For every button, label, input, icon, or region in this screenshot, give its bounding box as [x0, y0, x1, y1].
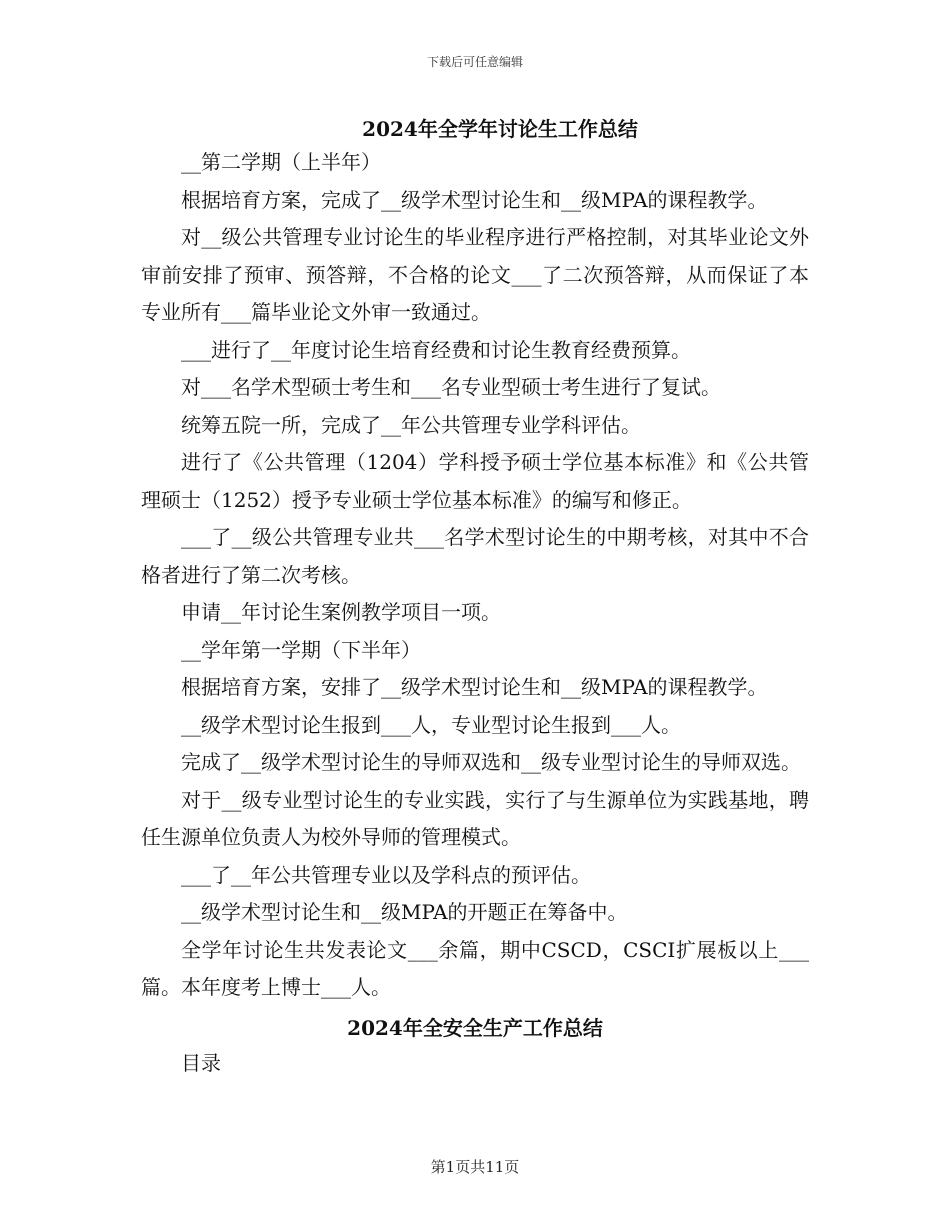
paragraph: __学年第一学期（下半年） [181, 637, 421, 662]
paragraph: 申请__年讨论生案例教学项目一项。 [181, 600, 501, 624]
paragraph: __第二学期（上半年） [181, 150, 381, 174]
paragraph: 完成了__级学术型讨论生的导师双选和__级专业型讨论生的导师双选。 [181, 750, 801, 774]
page-number: 第1页共11页 [430, 1158, 520, 1176]
paragraph: 对__级公共管理专业讨论生的毕业程序进行严格控制，对其毕业论文外审前安排了预审、预答辩，不合格的论文___了二次预答辩，从而保证了本专业所有___篇毕业论文外审一致通过。 [141, 225, 809, 324]
paragraph: 根据培育方案，完成了__级学术型讨论生和__级MPA的课程教学。 [181, 187, 768, 212]
paragraph: __级学术型讨论生和__级MPA的开题正在筹备中。 [181, 900, 628, 924]
paragraph: 进行了《公共管理（1204）学科授予硕士学位基本标准》和《公共管理硕士（1252）授予专业硕士学位基本标准》的编写和修正。 [141, 450, 809, 512]
paragraph: 对___名学术型硕士考生和___名专业型硕士考生进行了复试。 [181, 375, 721, 399]
paragraph: ___进行了__年度讨论生培育经费和讨论生教育经费预算。 [181, 337, 691, 362]
toc-heading: 目录 [181, 1050, 221, 1075]
paragraph: 全学年讨论生共发表论文___余篇，期中CSCD，CSCI扩展板以上___篇。本年度考上博士___人。 [141, 937, 809, 999]
section-title-1: 2024年全学年讨论生工作总结 [362, 117, 638, 141]
section-title-2: 2024年全安全生产工作总结 [347, 1015, 603, 1040]
paragraph: 统筹五院一所，完成了__年公共管理专业学科评估。 [181, 412, 641, 437]
paragraph: ___了__级公共管理专业共___名学术型讨论生的中期考核，对其中不合格者进行了第二次考核。 [141, 525, 809, 587]
page-header-note: 下载后可任意编辑 [426, 55, 523, 69]
paragraph: __级学术型讨论生报到___人，专业型讨论生报到___人。 [181, 712, 681, 737]
paragraph: ___了__年公共管理专业以及学科点的预评估。 [181, 862, 591, 887]
paragraph: 根据培育方案，安排了__级学术型讨论生和__级MPA的课程教学。 [181, 675, 768, 699]
document-body [141, 114, 809, 1082]
paragraph: 对于__级专业型讨论生的专业实践，实行了与生源单位为实践基地，聘任生源单位负责人为校外导师的管理模式。 [141, 787, 809, 849]
